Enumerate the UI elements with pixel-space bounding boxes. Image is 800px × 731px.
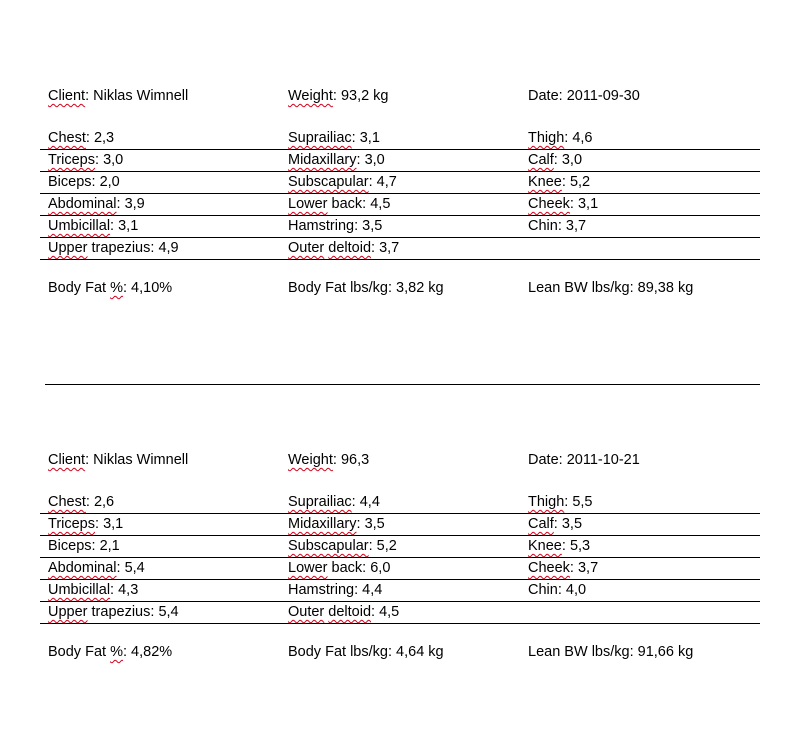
weight-field-label: Weight (288, 452, 333, 468)
client-field-label: Client (48, 88, 86, 104)
measurement-cell: Abdominal: 5,4 (48, 560, 145, 576)
measurement-cell-label: Triceps (48, 152, 95, 168)
table-row (0, 172, 800, 194)
measurement-cell-label: Midaxillary (288, 516, 357, 532)
measurement-cell-label: Subscapular (288, 174, 369, 190)
measurement-cell-value: 3,1 (577, 196, 599, 212)
measurement-cell: Cheek: 3,7 (528, 560, 599, 576)
lean-body-weight: Lean BW lbs/kg: 89,38 kg (528, 280, 694, 296)
measurement-cell-label: Chin (528, 582, 558, 598)
body-fat-mass-value: 4,64 kg (396, 644, 444, 660)
measurement-cell-value: 3,7 (379, 240, 400, 256)
date-field: Date: 2011-09-30 (528, 88, 640, 104)
measurement-cell-value: 4,4 (359, 494, 380, 510)
measurement-cell: Chin: 3,7 (528, 218, 587, 234)
body-fat-percent-label: Body Fat % (48, 280, 123, 296)
row-divider (40, 623, 760, 624)
measurement-cell: Biceps: 2,1 (48, 538, 120, 554)
body-fat-mass: Body Fat lbs/kg: 4,64 kg (288, 644, 444, 660)
measurement-cell: Upper trapezius: 5,4 (48, 604, 179, 620)
body-fat-percent-value: 4,82% (131, 644, 173, 660)
measurement-cell: Biceps: 2,0 (48, 174, 120, 190)
measurement-cell: Abdominal: 3,9 (48, 196, 145, 212)
measurement-cell: Triceps: 3,1 (48, 516, 124, 532)
measurement-cell: Umbicillal: 3,1 (48, 218, 139, 234)
measurement-cell: Calf: 3,5 (528, 516, 583, 532)
measurement-cell-value: 3,1 (359, 130, 380, 146)
measurement-cell-label: Suprailiac (288, 130, 352, 146)
weight-field: Weight: 93,2 kg (288, 88, 389, 104)
measurement-cell-value: 3,0 (364, 152, 385, 168)
lean-body-weight-value: 91,66 kg (637, 644, 694, 660)
measurement-cell-label: Calf (528, 152, 554, 168)
measurement-cell: Hamstring: 4,4 (288, 582, 383, 598)
measurement-cell-label: Suprailiac (288, 494, 352, 510)
measurement-cell-label: Biceps (48, 538, 92, 554)
measurement-cell: Suprailiac: 4,4 (288, 494, 380, 510)
table-row (0, 150, 800, 172)
weight-field-value: 96,3 (340, 452, 370, 468)
body-fat-mass-value: 3,82 kg (396, 280, 444, 296)
measurement-cell: Outer deltoid: 3,7 (288, 240, 400, 256)
measurement-cell: Thigh: 5,5 (528, 494, 593, 510)
client-field: Client: Niklas Wimnell (48, 88, 189, 104)
table-row (0, 514, 800, 536)
measurement-cell: Subscapular: 4,7 (288, 174, 397, 190)
weight-field-value: 93,2 kg (340, 88, 389, 104)
measurement-cell-value: 3,7 (577, 560, 599, 576)
measurement-cell-value: 4,3 (118, 582, 139, 598)
summary-row (0, 642, 800, 662)
measurement-cell-value: 5,2 (569, 174, 591, 190)
row-divider (40, 259, 760, 260)
client-field-value: Niklas Wimnell (93, 88, 189, 104)
measurement-cell-label: Outer deltoid (288, 240, 372, 256)
measurement-cell-value: 3,5 (561, 516, 583, 532)
client-field-value: Niklas Wimnell (93, 452, 189, 468)
measurement-cell-label: Knee (528, 538, 562, 554)
record-separator (45, 384, 760, 385)
measurement-cell-value: 3,0 (561, 152, 583, 168)
body-fat-percent: Body Fat %: 4,82% (48, 644, 173, 660)
measurement-cell-value: 5,2 (376, 538, 397, 554)
measurement-cell: Midaxillary: 3,5 (288, 516, 385, 532)
measurement-cell-label: Cheek (528, 560, 570, 576)
table-row (0, 492, 800, 514)
measurement-cell-value: 5,3 (569, 538, 591, 554)
measurement-cell-value: 4,5 (379, 604, 400, 620)
measurement-cell: Chin: 4,0 (528, 582, 587, 598)
table-row (0, 216, 800, 238)
measurement-cell: Hamstring: 3,5 (288, 218, 383, 234)
measurement-cell-value: 2,6 (93, 494, 115, 510)
measurement-cell-value: 4,7 (376, 174, 397, 190)
measurement-cell-label: Outer deltoid (288, 604, 372, 620)
measurement-cell-value: 3,7 (565, 218, 587, 234)
measurement-cell-value: 5,4 (124, 560, 145, 576)
table-row (0, 194, 800, 216)
table-row (0, 238, 800, 260)
measurement-cell-label: Thigh (528, 130, 565, 146)
measurement-cell-label: Upper trapezius (48, 240, 151, 256)
measurement-cell: Triceps: 3,0 (48, 152, 124, 168)
measurement-cell-value: 3,1 (103, 516, 124, 532)
lean-body-weight-value: 89,38 kg (637, 280, 694, 296)
measurement-cell-label: Lower back (288, 196, 363, 212)
measurement-cell-value: 3,5 (362, 218, 383, 234)
measurement-cell-label: Triceps (48, 516, 95, 532)
weight-field-label: Weight (288, 88, 333, 104)
lean-body-weight-label: Lean BW lbs/kg (528, 644, 630, 660)
measurement-cell-label: Hamstring (288, 218, 355, 234)
measurement-cell-label: Upper trapezius (48, 604, 151, 620)
record-header (0, 450, 800, 470)
measurement-cell-value: 4,4 (362, 582, 383, 598)
body-fat-percent-label: Body Fat % (48, 644, 123, 660)
measurement-cell-label: Calf (528, 516, 554, 532)
measurement-cell-value: 3,5 (364, 516, 385, 532)
measurement-cell-label: Chest (48, 494, 86, 510)
measurement-cell-label: Biceps (48, 174, 92, 190)
measurement-cell: Lower back: 6,0 (288, 560, 391, 576)
measurement-cell: Thigh: 4,6 (528, 130, 593, 146)
measurement-cell: Upper trapezius: 4,9 (48, 240, 179, 256)
measurement-cell-value: 2,0 (99, 174, 120, 190)
measurement-cell-label: Abdominal (48, 560, 117, 576)
measurement-cell-label: Umbicillal (48, 582, 111, 598)
measurement-cell-label: Midaxillary (288, 152, 357, 168)
measurement-cell: Lower back: 4,5 (288, 196, 391, 212)
measurement-cell-value: 6,0 (370, 560, 391, 576)
lean-body-weight-label: Lean BW lbs/kg (528, 280, 630, 296)
measurement-cell-label: Subscapular (288, 538, 369, 554)
measurement-cell-value: 2,1 (99, 538, 120, 554)
measurement-cell-label: Knee (528, 174, 562, 190)
body-fat-mass-label: Body Fat lbs/kg (288, 644, 388, 660)
table-row (0, 558, 800, 580)
measurement-cell-label: Umbicillal (48, 218, 111, 234)
client-field-label: Client (48, 452, 86, 468)
summary-row (0, 278, 800, 298)
measurement-cell-value: 4,9 (158, 240, 179, 256)
measurement-cell: Calf: 3,0 (528, 152, 583, 168)
measurement-cell-label: Chin (528, 218, 558, 234)
table-row (0, 602, 800, 624)
client-field: Client: Niklas Wimnell (48, 452, 189, 468)
measurement-cell: Midaxillary: 3,0 (288, 152, 385, 168)
measurement-cell: Knee: 5,3 (528, 538, 591, 554)
measurement-cell: Outer deltoid: 4,5 (288, 604, 400, 620)
measurement-cell-label: Lower back (288, 560, 363, 576)
measurement-cell-value: 2,3 (93, 130, 115, 146)
measurement-cell: Chest: 2,6 (48, 494, 115, 510)
measurement-cell-value: 4,0 (565, 582, 587, 598)
measurement-cell-value: 3,1 (118, 218, 139, 234)
measurement-cell-label: Chest (48, 130, 86, 146)
date-field: Date: 2011-10-21 (528, 452, 640, 468)
table-row (0, 128, 800, 150)
body-fat-mass-label: Body Fat lbs/kg (288, 280, 388, 296)
measurement-cell-label: Thigh (528, 494, 565, 510)
date-field-value: 2011-09-30 (566, 88, 640, 104)
measurement-cell-value: 4,6 (572, 130, 593, 146)
table-row (0, 580, 800, 602)
measurement-cell-value: 5,5 (572, 494, 593, 510)
measurement-cell-label: Abdominal (48, 196, 117, 212)
table-row (0, 536, 800, 558)
date-field-label: Date (528, 452, 559, 468)
weight-field: Weight: 96,3 (288, 452, 370, 468)
record-header (0, 86, 800, 106)
measurement-cell: Chest: 2,3 (48, 130, 115, 146)
measurement-cell: Umbicillal: 4,3 (48, 582, 139, 598)
measurement-cell-value: 5,4 (158, 604, 179, 620)
measurement-cell-label: Cheek (528, 196, 570, 212)
measurement-cell: Suprailiac: 3,1 (288, 130, 380, 146)
body-fat-percent: Body Fat %: 4,10% (48, 280, 173, 296)
skinfold-table (0, 492, 800, 624)
body-fat-percent-value: 4,10% (131, 280, 173, 296)
measurement-cell: Knee: 5,2 (528, 174, 591, 190)
lean-body-weight: Lean BW lbs/kg: 91,66 kg (528, 644, 694, 660)
measurement-cell-value: 4,5 (370, 196, 391, 212)
body-fat-mass: Body Fat lbs/kg: 3,82 kg (288, 280, 444, 296)
measurement-cell-value: 3,0 (103, 152, 124, 168)
measurement-cell-value: 3,9 (124, 196, 145, 212)
skinfold-table (0, 128, 800, 260)
measurement-cell: Subscapular: 5,2 (288, 538, 397, 554)
date-field-label: Date (528, 88, 559, 104)
date-field-value: 2011-10-21 (566, 452, 640, 468)
measurement-cell: Cheek: 3,1 (528, 196, 599, 212)
measurement-cell-label: Hamstring (288, 582, 355, 598)
